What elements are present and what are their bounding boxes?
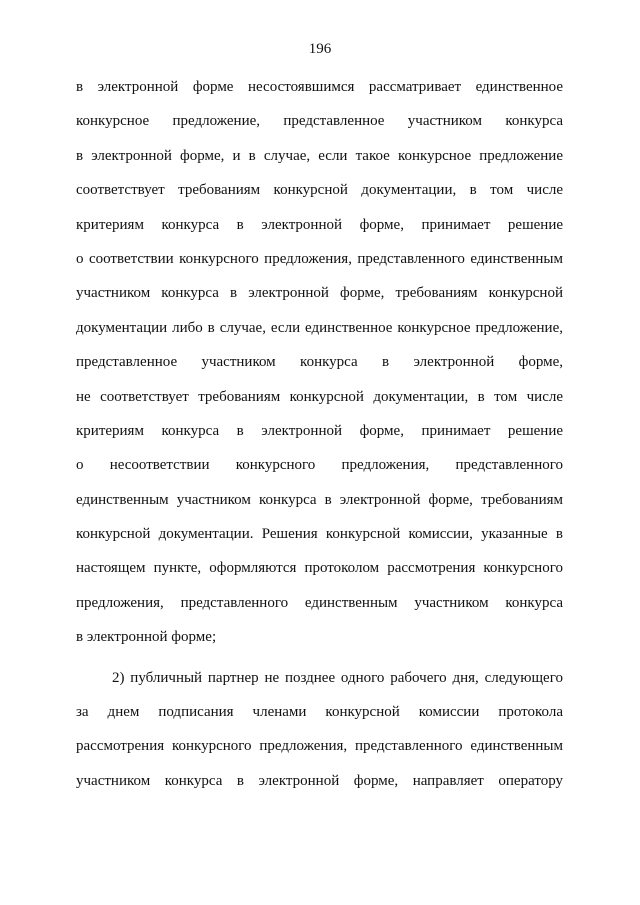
text-line: предложения, представленного единственным участником конкурса bbox=[76, 594, 563, 611]
text-line: 2) публичный партнер не позднее одного рабочего дня, следующего bbox=[112, 669, 563, 686]
text-line: о несоответствии конкурсного предложения, представленного bbox=[76, 457, 563, 474]
text-line: критериям конкурса в электронной форме, принимает решение bbox=[76, 216, 563, 233]
text-line: соответствует требованиям конкурсной документации, в том числе bbox=[76, 182, 563, 199]
text-line: в электронной форме, и в случае, если такое конкурсное предложение bbox=[76, 147, 563, 164]
text-line: не соответствует требованиям конкурсной документации, в том числе bbox=[76, 388, 563, 405]
text-line: в электронной форме; bbox=[76, 629, 217, 646]
text-line: документации либо в случае, если единственное конкурсное предложение, bbox=[76, 319, 563, 336]
text-line: в электронной форме несостоявшимся рассматривает единственное bbox=[76, 79, 563, 95]
text-line: конкурсное предложение, представленное участником конкурса bbox=[76, 113, 563, 130]
text-line: за днем подписания членами конкурсной комиссии протокола bbox=[76, 704, 563, 721]
document-body bbox=[76, 73, 563, 801]
paragraph-1 bbox=[76, 73, 563, 658]
text-line: представленное участником конкурса в электронной форме, bbox=[76, 354, 563, 371]
text-line: участником конкурса в электронной форме, требованиям конкурсной bbox=[76, 285, 563, 302]
text-line: участником конкурса в электронной форме, направляет оператору bbox=[76, 772, 563, 789]
page-number: 196 bbox=[308, 41, 332, 57]
text-line: конкурсной документации. Решения конкурсной комиссии, указанные в bbox=[76, 526, 563, 543]
text-line: единственным участником конкурса в электронной форме, требованиям bbox=[76, 491, 563, 508]
text-line: критериям конкурса в электронной форме, принимает решение bbox=[76, 422, 563, 439]
text-line: о соответствии конкурсного предложения, представленного единственным bbox=[76, 250, 563, 267]
text-line: рассмотрения конкурсного предложения, представленного единственным bbox=[76, 738, 563, 755]
text-line: настоящем пункте, оформляются протоколом рассмотрения конкурсного bbox=[76, 560, 563, 577]
paragraph-2 bbox=[76, 664, 563, 802]
